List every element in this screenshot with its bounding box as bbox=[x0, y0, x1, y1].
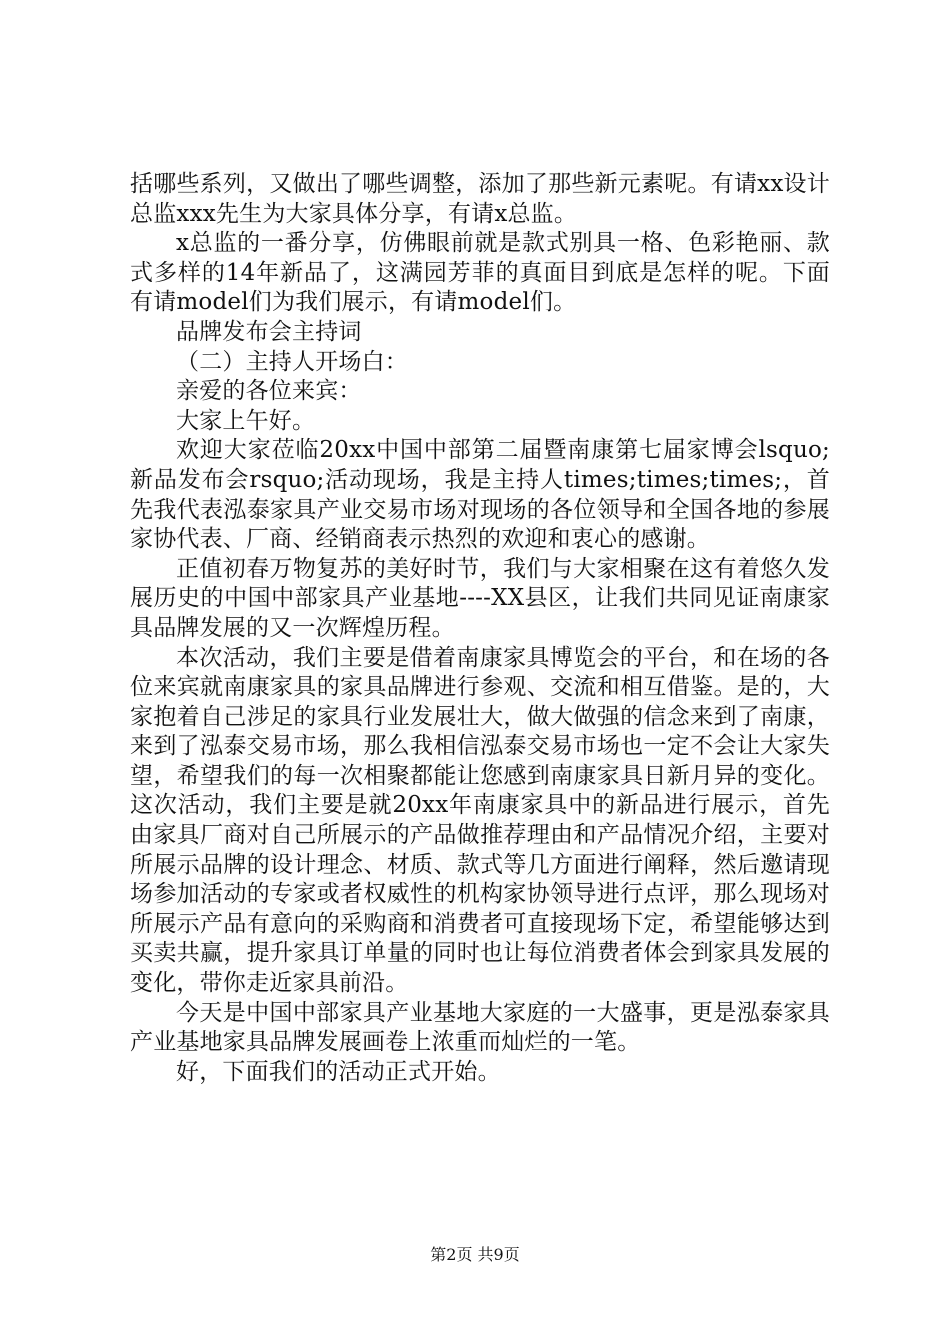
paragraph: 本次活动，我们主要是借着南康家具博览会的平台，和在场的各位来宾就南康家具的家具品牌进行参观、交流和相互借鉴。是的，大家抱着自己涉足的家具行业发展壮大，做大做强的信念来到了南康，来到了泓泰交易市场，那么我相信泓泰交易市场也一定不会让大家失望，希望我们的每一次相聚都能让您感到南康家具日新月异的变化。这次活动，我们主要是就20xx年南康家具中的新品进行展示，首先由家具厂商对自己所展示的产品做推荐理由和产品情况介绍，主要对所展示品牌的设计理念、材质、款式等几方面进行阐释，然后邀请现场参加活动的专家或者权威性的机构家协领导进行点评，那么现场对所展示产品有意向的采购商和消费者可直接现场下定，希望能够达到买卖共赢，提升家具订单量的同时也让每位消费者体会到家具发展的变化，带你走近家具前沿。 bbox=[130, 644, 830, 997]
paragraph: x总监的一番分享，仿佛眼前就是款式别具一格、色彩艳丽、款式多样的14年新品了，这满园芳菲的真面目到底是怎样的呢。下面有请model们为我们展示，有请model们。 bbox=[130, 230, 830, 316]
page-footer: 第2页 共9页 bbox=[430, 1245, 520, 1264]
paragraph: 欢迎大家莅临20xx中国中部第二届暨南康第七届家博会lsquo;新品发布会rsquo;活动现场，我是主持人times;times;times;，首先我代表泓泰家具产业交易市场对现场的各位领导和全国各地的参展家协代表、厂商、经销商表示热烈的欢迎和衷心的感谢。 bbox=[130, 437, 830, 553]
paragraph: （二）主持人开场白： bbox=[176, 348, 408, 375]
paragraph: 亲爱的各位来宾： bbox=[176, 378, 362, 405]
paragraph: 品牌发布会主持词 bbox=[176, 318, 362, 345]
document-body bbox=[130, 170, 830, 1087]
paragraph: 好，下面我们的活动正式开始。 bbox=[176, 1058, 501, 1085]
paragraph: 括哪些系列，又做出了哪些调整，添加了那些新元素呢。有请xx设计总监xxx先生为大家具体分享，有请x总监。 bbox=[130, 171, 830, 227]
paragraph: 今天是中国中部家具产业基地大家庭的一大盛事，更是泓泰家具产业基地家具品牌发展画卷上浓重而灿烂的一笔。 bbox=[130, 999, 830, 1056]
paragraph: 大家上午好。 bbox=[176, 407, 316, 434]
paragraph: 正值初春万物复苏的美好时节，我们与大家相聚在这有着悠久发展历史的中国中部家具产业基地----XX县区，让我们共同见证南康家具品牌发展的又一次辉煌历程。 bbox=[130, 555, 830, 641]
